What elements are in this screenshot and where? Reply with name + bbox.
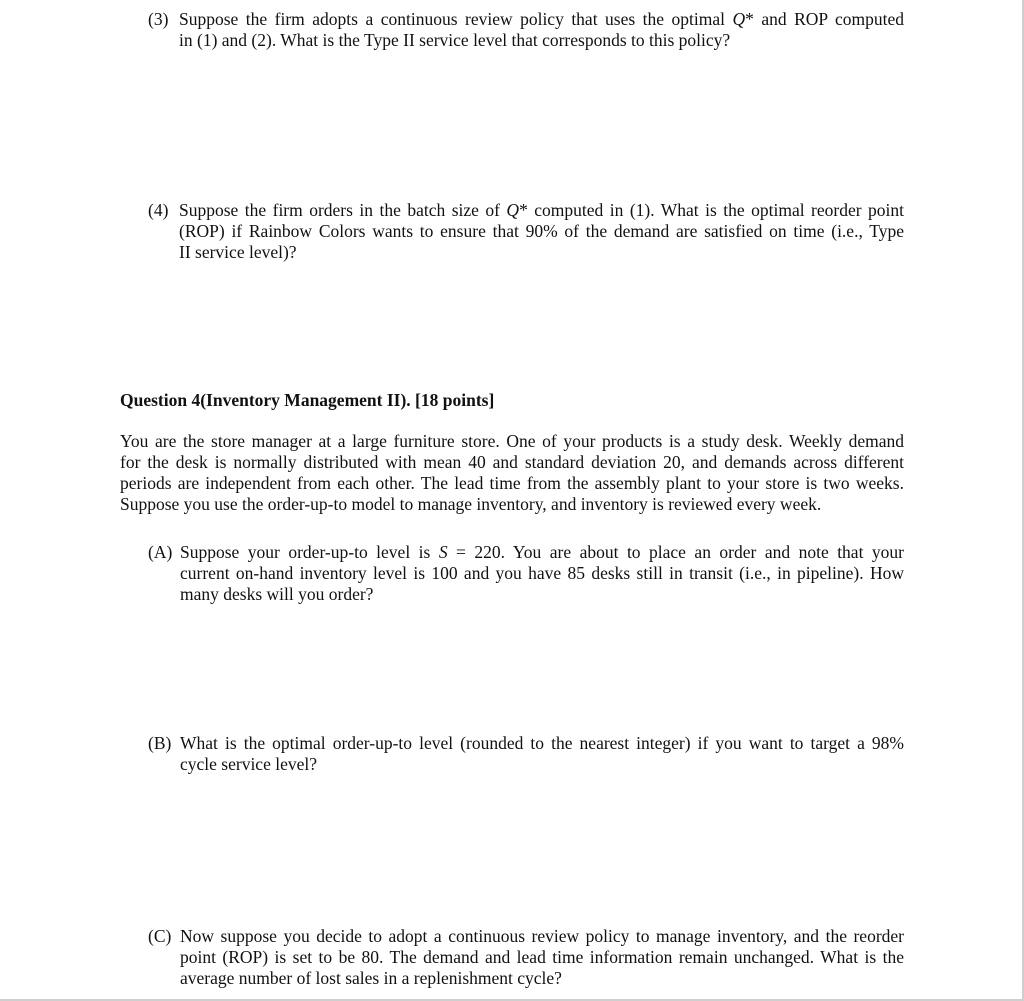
- part-c-line-1: Now suppose you decide to adopt a continuous review policy to manage inventory, and the reorder: [180, 926, 904, 946]
- question-3-text: [179, 9, 904, 51]
- question-3-line-1: Suppose the firm adopts a continuous review policy that uses the optimal Q* and ROP computed: [179, 9, 905, 29]
- intro-line-3: periods are independent from each other. The lead time from the assembly plant to your store is two weeks.: [120, 473, 904, 493]
- part-c-line-3: average number of lost sales in a replenishment cycle?: [180, 968, 562, 988]
- question-3-number: (3): [148, 9, 169, 29]
- question-intro-paragraph: [120, 431, 904, 515]
- part-b-item: [148, 733, 904, 775]
- question-4-number: (4): [148, 200, 169, 220]
- part-c-text: [180, 926, 904, 989]
- part-b-line-2: cycle service level?: [180, 754, 317, 774]
- part-a-item: [148, 542, 904, 605]
- question-4-line-2: (ROP) if Rainbow Colors wants to ensure that 90% of the demand are satisfied on time (i.e., Type: [179, 221, 904, 241]
- part-a-line-1: Suppose your order-up-to level is S = 220. You are about to place an order and note that your: [180, 542, 904, 562]
- part-b-line-1: What is the optimal order-up-to level (rounded to the nearest integer) if you want to target a 98%: [180, 733, 904, 753]
- question-4-line-1: Suppose the firm orders in the batch size of Q* computed in (1). What is the optimal reorder point: [179, 200, 904, 220]
- intro-line-2: for the desk is normally distributed with mean 40 and standard deviation 20, and demands across different: [120, 452, 904, 472]
- question-4-line-3: II service level)?: [179, 242, 297, 262]
- part-b-text: [180, 733, 904, 775]
- question-3-line-2: in (1) and (2). What is the Type II service level that corresponds to this policy?: [179, 30, 731, 50]
- part-a-label: (A): [148, 542, 173, 562]
- question-4-text: [179, 200, 904, 263]
- part-c-label: (C): [148, 926, 172, 946]
- question-heading: Question 4(Inventory Management II). [18 points]: [120, 390, 495, 410]
- part-a-text: [180, 542, 904, 605]
- part-a-line-3: many desks will you order?: [180, 584, 374, 604]
- intro-line-4: Suppose you use the order-up-to model to manage inventory, and inventory is reviewed every week.: [120, 494, 822, 514]
- part-a-line-2: current on-hand inventory level is 100 and you have 85 desks still in transit (i.e., in pipeline). How: [180, 563, 904, 583]
- question-3-item: [148, 9, 904, 51]
- question-4-item: [148, 200, 904, 263]
- part-b-label: (B): [148, 733, 172, 753]
- part-c-line-2: point (ROP) is set to be 80. The demand and lead time information remain unchanged. What is the: [180, 947, 904, 967]
- part-c-item: [148, 926, 904, 989]
- intro-line-1: You are the store manager at a large furniture store. One of your products is a study desk. Weekly demand: [120, 431, 904, 451]
